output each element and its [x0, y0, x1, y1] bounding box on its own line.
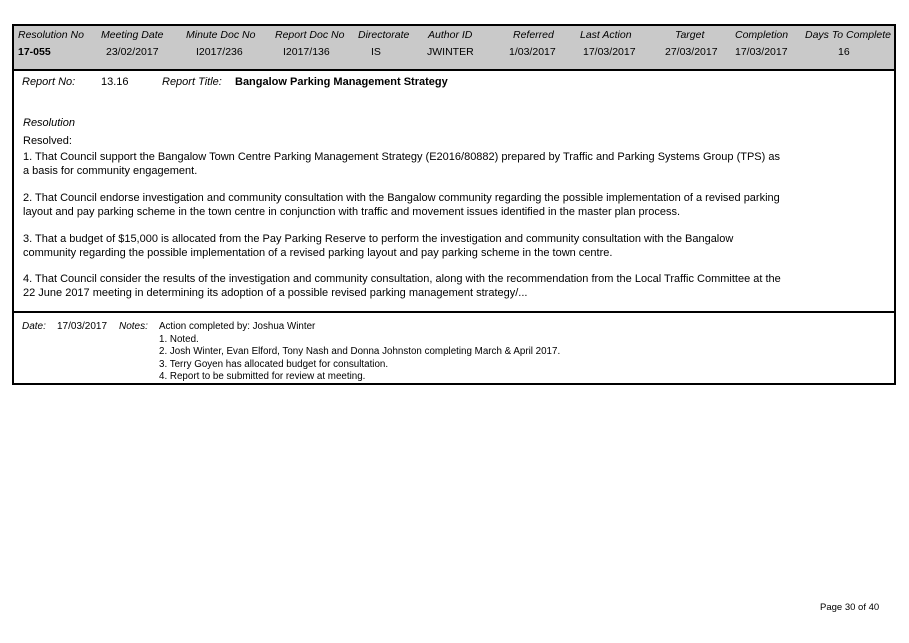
date-label: Date: [22, 321, 46, 332]
note-line-1: Action completed by: Joshua Winter [159, 321, 316, 332]
header-label-author-id: Author ID [428, 29, 473, 41]
report-no-value: 13.16 [101, 76, 129, 88]
resolved-label: Resolved: [23, 135, 72, 147]
resolution-item-1: 1. That Council support the Bangalow Town Centre Parking Management Strategy (E2016/80882) prepared by Traffic and Parking Systems Group (TPS) as a basis for community engagement. [23, 151, 780, 177]
note-line-5: 4. Report to be submitted for review at meeting. [159, 371, 366, 382]
resolution-record [12, 24, 896, 385]
referred-value: 1/03/2017 [509, 46, 556, 58]
author-id-value: JWINTER [427, 46, 474, 58]
report-title-value: Bangalow Parking Management Strategy [235, 76, 448, 88]
notes-section [12, 313, 896, 385]
resolution-item-4: 4. That Council consider the results of the investigation and community consultation, along with the recommendation from the Local Traffic Committee at the 22 June 2017 meeting in determining its adoption of a possible revised parking management strategy/... [23, 273, 781, 299]
resolution-section [12, 71, 896, 313]
header-label-last-action: Last Action [580, 29, 632, 41]
last-action-value: 17/03/2017 [583, 46, 636, 58]
header-label-referred: Referred [513, 29, 554, 41]
completion-value: 17/03/2017 [735, 46, 788, 58]
header-label-completion: Completion [735, 29, 789, 41]
resolution-no-value: 17-055 [18, 46, 51, 58]
report-no-label: Report No: [22, 76, 76, 88]
meeting-date-value: 23/02/2017 [106, 46, 159, 58]
header-label-minute-doc-no: Minute Doc No [186, 29, 256, 41]
note-line-3: 2. Josh Winter, Evan Elford, Tony Nash and Donna Johnston completing March & April 2017. [159, 346, 561, 357]
note-line-4: 3. Terry Goyen has allocated budget for consultation. [159, 359, 389, 370]
header-label-directorate: Directorate [358, 29, 410, 41]
resolution-item-3: 3. That a budget of $15,000 is allocated from the Pay Parking Reserve to perform the investigation and community consultation with the Bangalow community regarding the possible implementation of a revised parking layout and pay parking scheme in the town centre. [23, 233, 734, 259]
minute-doc-no-value: I2017/236 [196, 46, 243, 58]
resolution-heading: Resolution [23, 117, 75, 129]
days-to-complete-value: 16 [838, 46, 850, 58]
target-value: 27/03/2017 [665, 46, 718, 58]
note-line-2: 1. Noted. [159, 334, 199, 345]
notes-label: Notes: [119, 321, 148, 332]
directorate-value: IS [371, 46, 381, 58]
header-label-report-doc-no: Report Doc No [275, 29, 345, 41]
header-bar [12, 24, 896, 71]
resolution-item-2: 2. That Council endorse investigation and community consultation with the Bangalow community regarding the possible implementation of a revised parking layout and pay parking scheme in the town centre in conjunction with traffic and movement issues identified in the master plan process. [23, 192, 780, 218]
header-label-meeting-date: Meeting Date [101, 29, 164, 41]
header-label-days-to-complete: Days To Complete [805, 29, 891, 41]
header-label-target: Target [675, 29, 705, 41]
report-doc-no-value: I2017/136 [283, 46, 330, 58]
header-label-resolution-no: Resolution No [18, 29, 84, 41]
report-title-label: Report Title: [162, 76, 222, 88]
date-value: 17/03/2017 [57, 321, 108, 332]
page-number: Page 30 of 40 [820, 602, 880, 613]
